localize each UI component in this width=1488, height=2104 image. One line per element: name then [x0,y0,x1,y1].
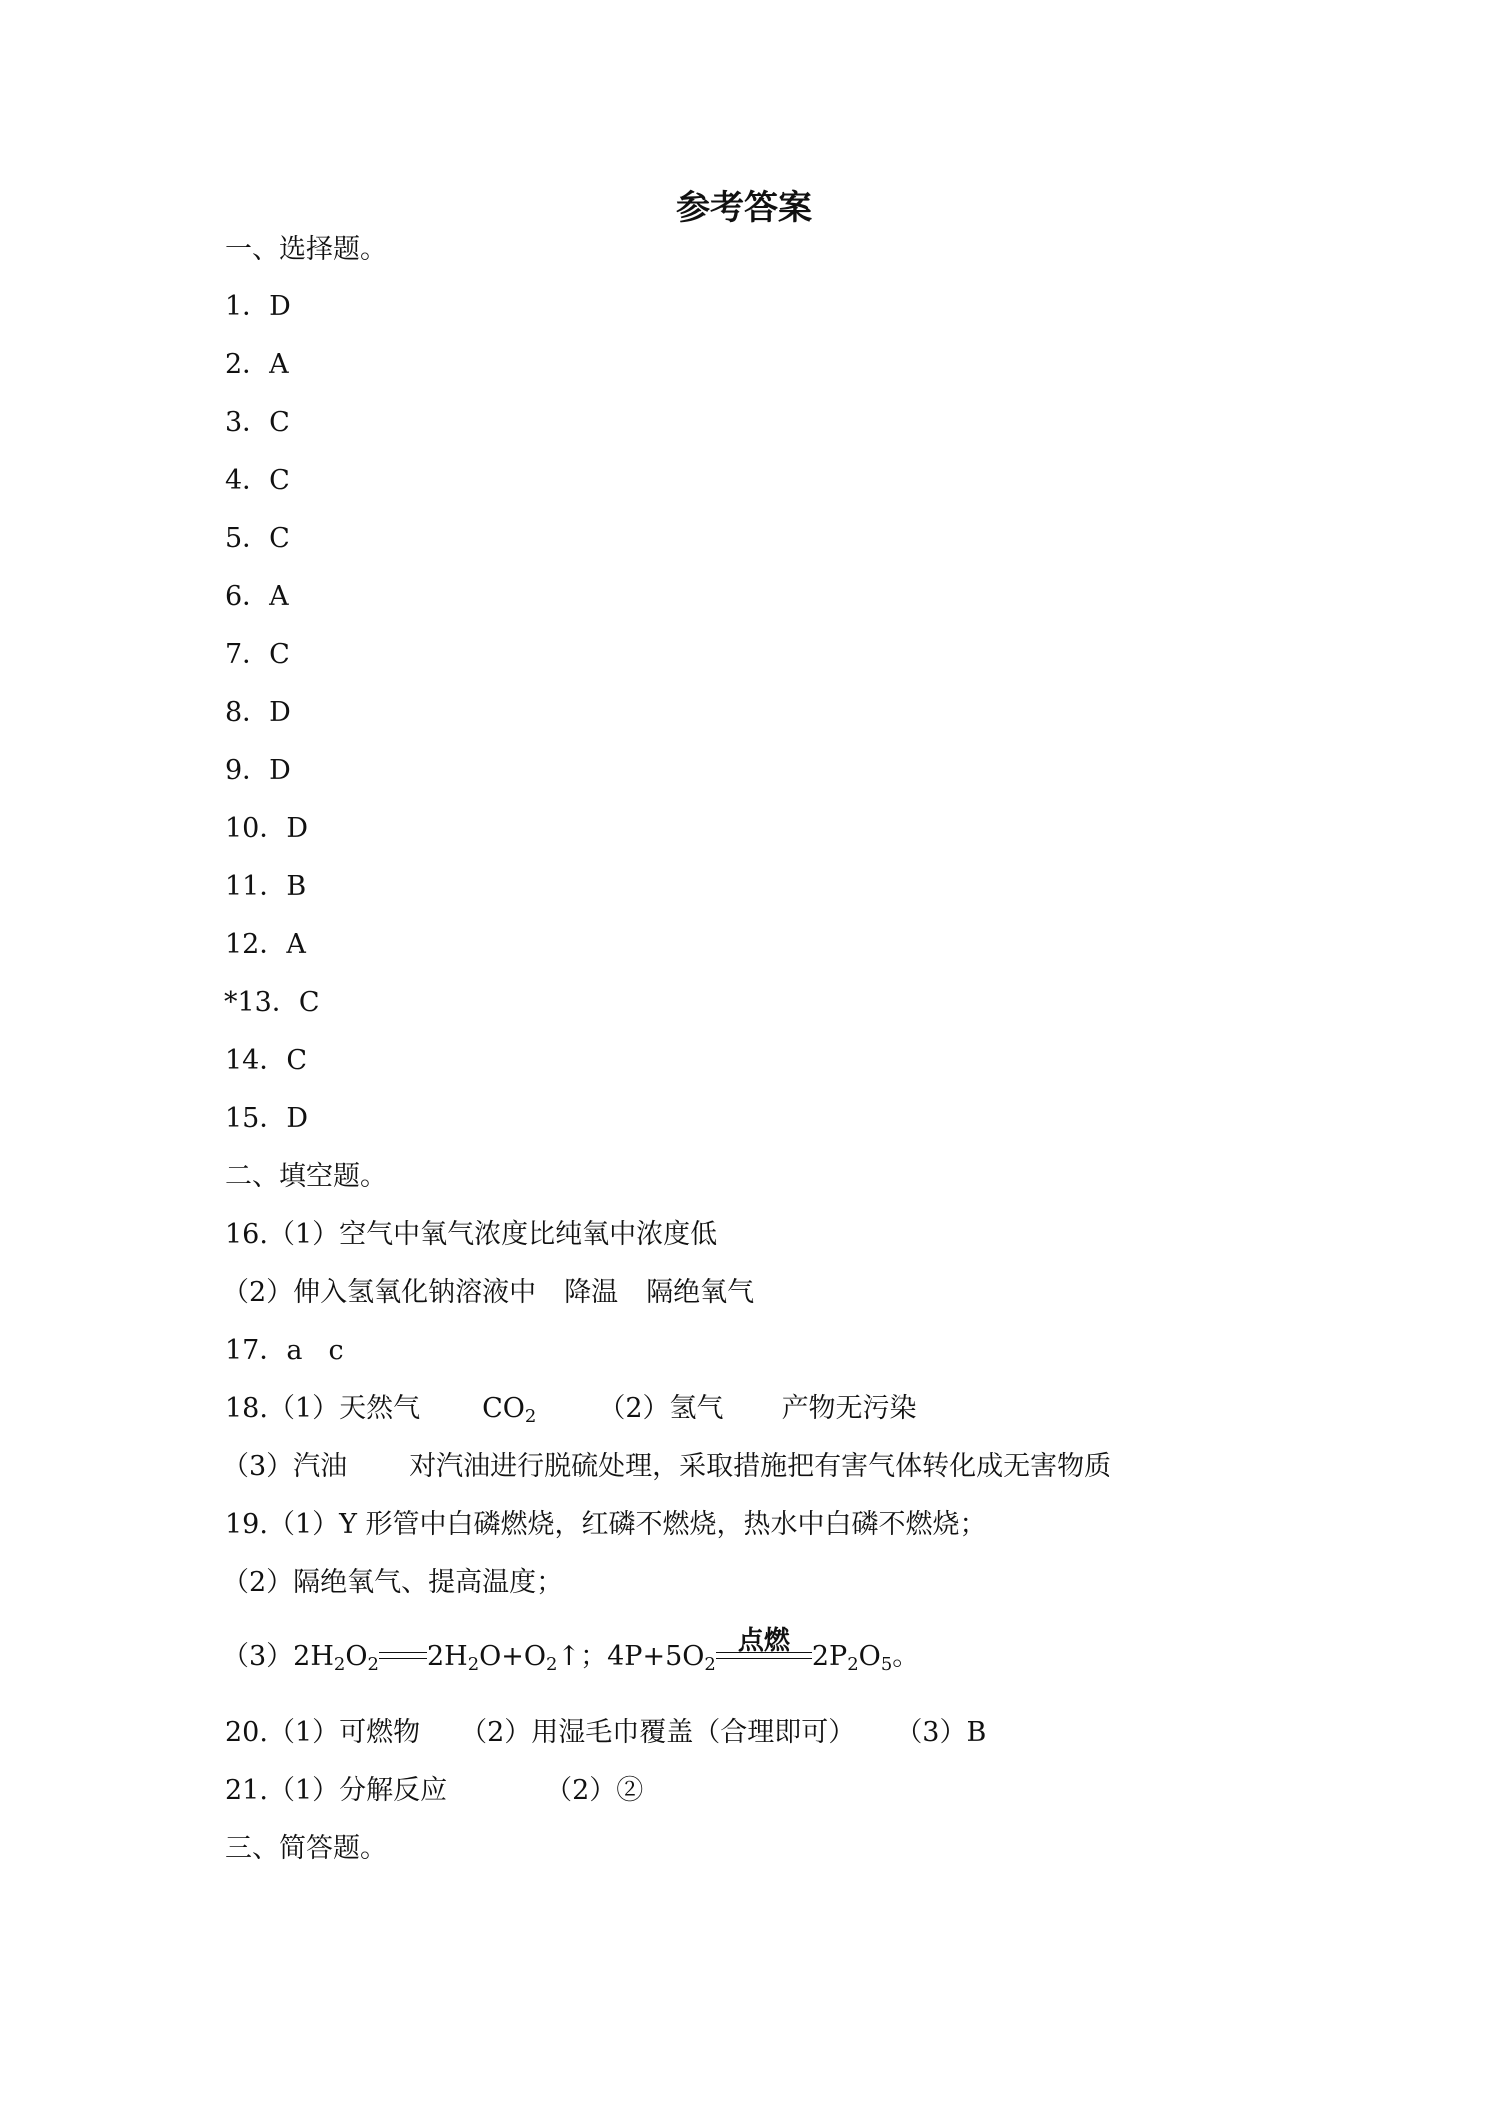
q18-c: 产物无污染 [781,1393,917,1424]
q19-part1: 19.（1）Y 形管中白磷燃烧，红磷不燃烧，热水中白磷不燃烧； [225,1509,987,1540]
choice-answer: 3．C [225,407,290,438]
choice-answer: 4．C [225,465,290,496]
q18-b: （2）氢气 [598,1393,724,1424]
choice-answer: 9．D [225,755,291,786]
reaction-condition-label: 点燃 [737,1626,790,1656]
reaction-condition-equals [716,1626,812,1665]
q18-line1 [225,1392,917,1426]
choice-answer: 12．A [225,929,306,960]
choice-answer: 5．C [225,523,290,554]
choice-answer: 7．C [225,639,290,670]
section-heading-short-answer: 三、简答题。 [225,1833,387,1864]
q20 [225,1716,986,1750]
page-title: 参考答案 [676,188,812,228]
q18-a: 18.（1）天然气 [225,1393,421,1424]
choice-answer: 10．D [225,813,309,844]
equals-sign [379,1658,427,1665]
q19-part3-equations: $(3)2H_2O_2$ $2H_2O+O_2↑$；$4P+5O_2$ 点燃 $2P_2O_5$。 [222,1626,920,1675]
q18-d: （3）汽油 [222,1451,348,1482]
q16-p2c: 隔绝氧气 [646,1277,755,1308]
choice-answer: 14．C [225,1045,308,1076]
q18-co2: $CO_2$ [482,1393,537,1427]
q21-a: 21.（1）分解反应 [225,1775,448,1806]
q16-p2b: 降温 [564,1277,619,1308]
section-heading-choice: 一、选择题。 [225,234,387,265]
q20-c: （3）B [895,1717,987,1748]
choice-answer: 1．D [225,291,291,322]
section-heading-fill: 二、填空题。 [225,1161,387,1192]
q20-a: 20.（1）可燃物 [225,1717,421,1748]
q17-c: c [328,1335,344,1366]
choice-answer: 8．D [225,697,291,728]
choice-answer: 15．D [225,1103,309,1134]
q16-p2a: （2）伸入氢氧化钠溶液中 [222,1277,537,1308]
q18-line2 [222,1450,1111,1484]
q18-e: 对汽油进行脱硫处理，采取措施把有害气体转化成无害物质 [409,1451,1112,1482]
choice-answer: 11．B [225,871,307,902]
q16-part2 [222,1276,754,1310]
q21-b: （2）② [545,1775,644,1806]
choice-answer: 2．A [225,349,289,380]
q21 [225,1774,643,1808]
choice-answer: 6．A [225,581,289,612]
q17-a: 17．a [225,1335,303,1366]
q20-b: （2）用湿毛巾覆盖（合理即可） [460,1717,856,1748]
q16-part1: 16.（1）空气中氧气浓度比纯氧中浓度低 [225,1219,718,1250]
q19-part2: （2）隔绝氧气、提高温度； [222,1567,564,1598]
q17 [225,1334,344,1368]
choice-answer: *13．C [224,987,320,1018]
